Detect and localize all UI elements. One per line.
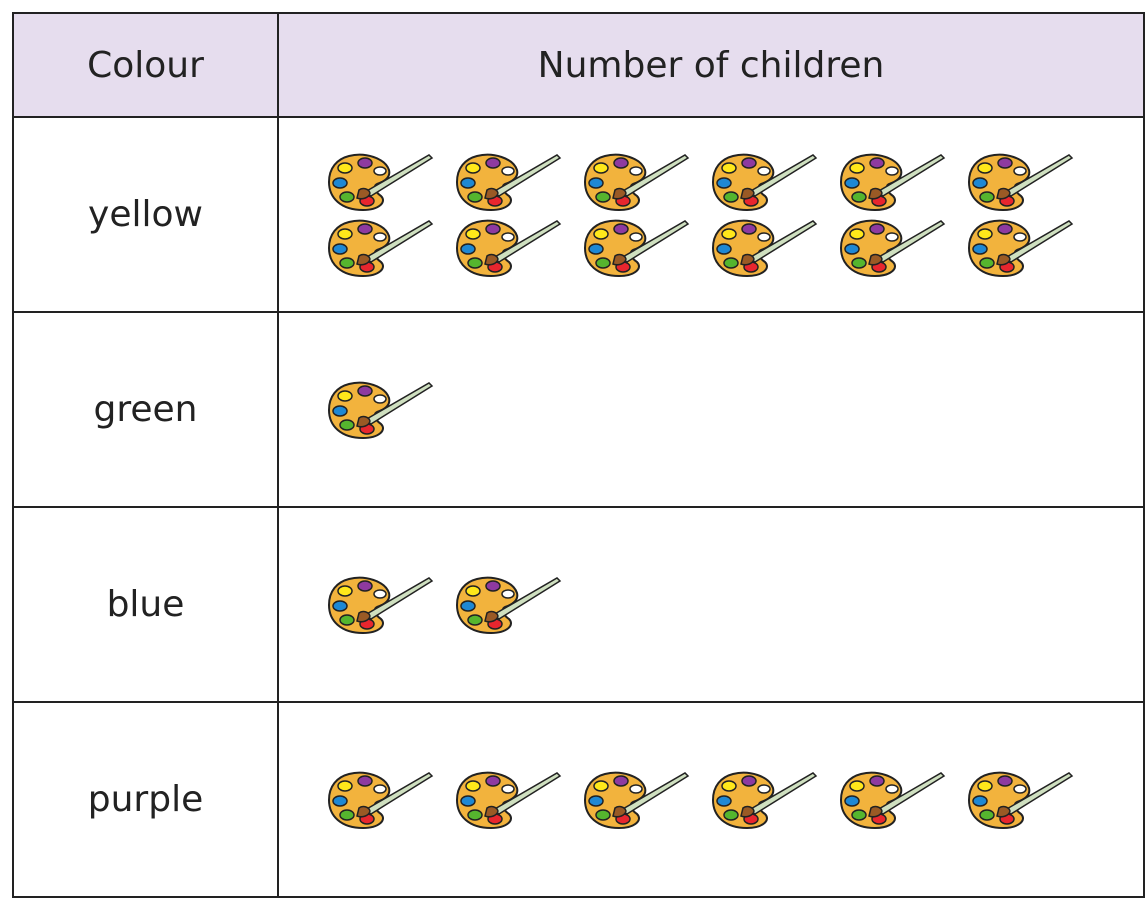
icon-cell-green: [278, 312, 1144, 507]
category-label-yellow: yellow: [13, 117, 278, 312]
icon-cell-yellow: [278, 117, 1144, 312]
icon-cell-blue: [278, 507, 1144, 702]
table-row: [13, 507, 1144, 702]
paint-palette-icon-green-1: [327, 380, 437, 440]
header-colour: Colour: [13, 13, 278, 117]
category-label-green: green: [13, 312, 278, 507]
paint-palette-icon-blue-2: [455, 575, 565, 635]
paint-palette-icon-yellow-10: [711, 218, 821, 278]
paint-palette-icon-yellow-1: [327, 152, 437, 212]
header-row: [13, 13, 1144, 117]
table-row: [13, 702, 1144, 897]
paint-palette-icon-yellow-2: [455, 152, 565, 212]
paint-palette-icon-purple-3: [583, 770, 693, 830]
paint-palette-icon-purple-5: [839, 770, 949, 830]
paint-palette-icon-yellow-8: [455, 218, 565, 278]
icon-cell-purple: [278, 702, 1144, 897]
paint-palette-icon-purple-6: [967, 770, 1077, 830]
table-row: [13, 312, 1144, 507]
paint-palette-icon-yellow-4: [711, 152, 821, 212]
paint-palette-icon-blue-1: [327, 575, 437, 635]
category-label-blue: blue: [13, 507, 278, 702]
header-number-of-children: Number of children: [278, 13, 1144, 117]
paint-palette-icon-purple-4: [711, 770, 821, 830]
paint-palette-icon-yellow-12: [967, 218, 1077, 278]
paint-palette-icon-purple-1: [327, 770, 437, 830]
paint-palette-icon-yellow-11: [839, 218, 949, 278]
paint-palette-icon-yellow-9: [583, 218, 693, 278]
paint-palette-icon-yellow-5: [839, 152, 949, 212]
paint-palette-icon-purple-2: [455, 770, 565, 830]
paint-palette-icon-yellow-7: [327, 218, 437, 278]
paint-palette-icon-yellow-3: [583, 152, 693, 212]
pictogram-table: [12, 12, 1145, 898]
paint-palette-icon-yellow-6: [967, 152, 1077, 212]
category-label-purple: purple: [13, 702, 278, 897]
table-row: [13, 117, 1144, 312]
